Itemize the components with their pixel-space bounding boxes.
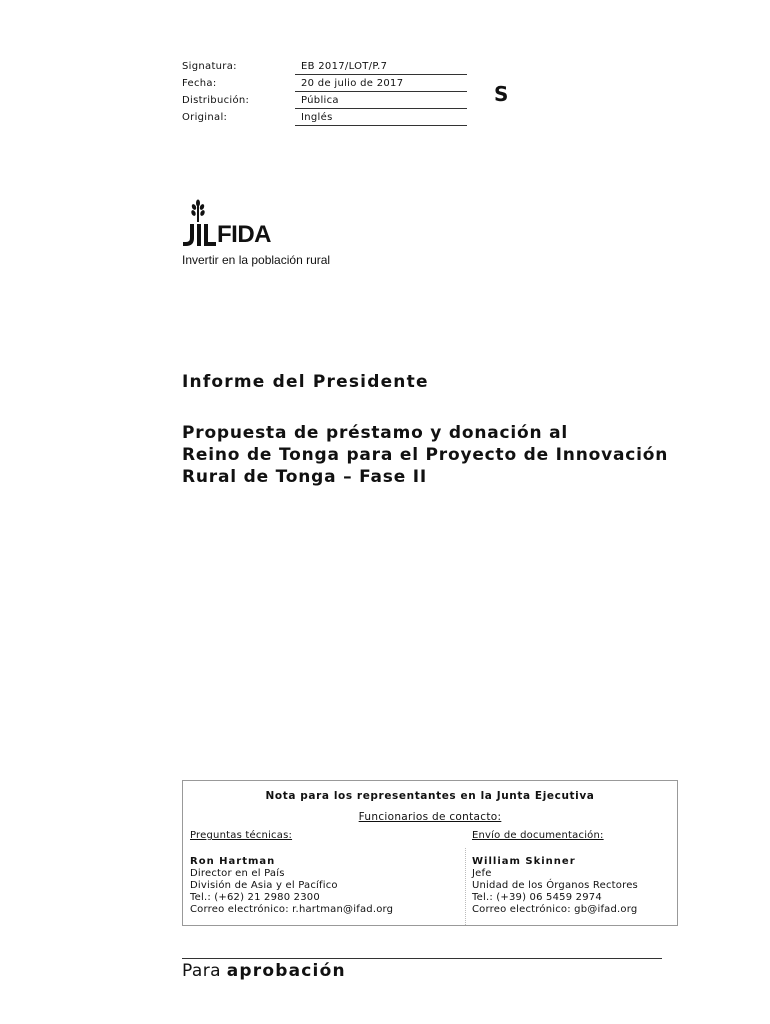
logo-tagline: Invertir en la población rural [182, 253, 331, 267]
contact-line: Unidad de los Órganos Rectores [472, 880, 638, 891]
contact-line: Tel.: (+62) 21 2980 2300 [190, 892, 320, 903]
contact-name: William Skinner [472, 856, 576, 867]
meta-label-fecha: Fecha: [182, 78, 217, 89]
contact-line: Jefe [472, 868, 492, 879]
approval-footer [182, 961, 346, 981]
contact-line: Tel.: (+39) 06 5459 2974 [472, 892, 602, 903]
meta-label-original: Original: [182, 112, 228, 123]
footer-rule [182, 958, 662, 959]
contacts-label: Funcionarios de contacto: [358, 811, 502, 823]
language-code: S [494, 82, 509, 106]
footer-emphasis: aprobación [226, 961, 346, 981]
contact-line: Director en el País [190, 868, 285, 879]
document-subtitle [182, 422, 702, 488]
documentation-contact [472, 830, 638, 916]
contact-line: Correo electrónico: gb@ifad.org [472, 904, 638, 915]
note-box [182, 780, 678, 926]
contact-line: Correo electrónico: r.hartman@ifad.org [190, 904, 394, 915]
technical-contact [190, 830, 393, 916]
note-title: Nota para los representantes en la Junta Ejecutiva [265, 790, 595, 802]
meta-label-distribucion: Distribución: [182, 95, 250, 106]
meta-value-original: Inglés [295, 112, 467, 126]
column-divider [465, 848, 466, 925]
subtitle-line: Propuesta de préstamo y donación al [182, 423, 569, 443]
subtitle-line: Rural de Tonga – Fase II [182, 467, 428, 487]
fida-logo-icon [182, 198, 218, 254]
subtitle-line: Reino de Tonga para el Proyecto de Innovación [182, 445, 669, 465]
contact-line: División de Asia y el Pacífico [190, 880, 338, 891]
logo-wordmark: FIDA [217, 221, 271, 248]
contact-name: Ron Hartman [190, 856, 276, 867]
meta-value-distribucion: Pública [295, 95, 467, 109]
technical-questions-heading: Preguntas técnicas: [190, 830, 293, 841]
meta-label-signatura: Signatura: [182, 61, 237, 72]
documentation-heading: Envío de documentación: [472, 830, 604, 841]
footer-prefix: Para [182, 961, 221, 981]
report-title: Informe del Presidente [182, 372, 429, 392]
meta-value-fecha: 20 de julio de 2017 [295, 78, 467, 92]
meta-value-signatura: EB 2017/LOT/P.7 [295, 61, 467, 75]
